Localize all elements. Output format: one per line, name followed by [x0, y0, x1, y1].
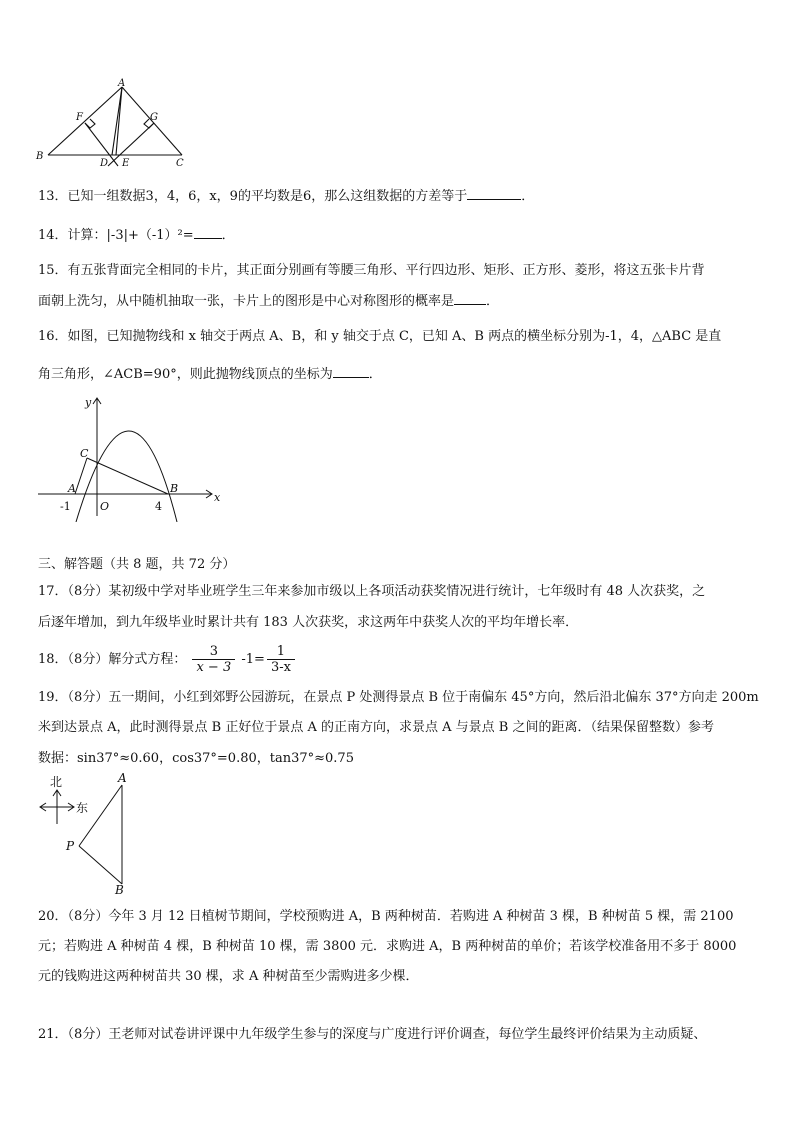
- fraction-right: $\frac{1}{3-x}$: [267, 644, 295, 675]
- label-east: 东: [76, 801, 89, 815]
- answer-blank: [333, 364, 369, 378]
- question-20-line1: 20．（8分）今年 3 月 12 日植树节期间，学校预购进 A，B 两种树苗．若购进 A 种树苗 3 棵，B 种树苗 5 棵，需 2100: [38, 909, 734, 924]
- direction-figure: [36, 772, 136, 896]
- question-16-line2: 角三角形，∠ACB=90°，则此抛物线顶点的坐标为 ．: [38, 364, 382, 384]
- triangle-figure: [30, 78, 200, 170]
- label-y: y: [85, 396, 92, 409]
- answer-blank: [454, 291, 486, 305]
- label-x: x: [214, 491, 221, 504]
- question-17-line2: 后逐年增加，到九年级毕业时累计共有 183 人次获奖，求这两年中获奖人次的平均年增长率．: [38, 615, 579, 630]
- label-A: A: [68, 482, 76, 495]
- label-north: 北: [50, 775, 63, 789]
- label-F: F: [76, 112, 83, 123]
- answer-blank: [194, 225, 222, 239]
- question-16-line1: 16．如图，已知抛物线和 x 轴交于两点 A、B，和 y 轴交于点 C，已知 A、B 两点的横坐标分别为-1，4，△ABC 是直: [38, 329, 722, 344]
- question-13: 13．已知一组数据3，4，6，x，9的平均数是6，那么这组数据的方差等于 ．: [38, 186, 534, 206]
- label-P: P: [66, 839, 75, 853]
- label-neg1: -1: [60, 500, 71, 513]
- question-19-line2: 米到达景点 A，此时测得景点 B 正好位于景点 A 的正南方向，求景点 A 与景点 B 之间的距离．（结果保留整数）参考: [38, 720, 714, 735]
- label-O: O: [100, 500, 110, 513]
- question-14: 14．计算：|-3|+（-1）²= ．: [38, 225, 235, 245]
- question-15-line2: 面朝上洗匀，从中随机抽取一张，卡片上的图形是中心对称图形的概率是 ．: [38, 291, 499, 311]
- label-B: B: [36, 151, 44, 162]
- label-A: A: [118, 78, 126, 89]
- question-17-line1: 17．（8分）某初级中学对毕业班学生三年来参加市级以上各项活动获奖情况进行统计，七年级时有 48 人次获奖，之: [38, 584, 706, 599]
- label-B: B: [115, 883, 124, 896]
- question-20-line3: 元的钱购进这两种树苗共 30 棵，求 A 种树苗至少需购进多少棵．: [38, 969, 419, 984]
- question-20-line2: 元；若购进 A 种树苗 4 棵，B 种树苗 10 棵，需 3800 元．求购进 A，B 两种树苗的单价；若该学校准备用不多于 8000: [38, 939, 737, 954]
- question-18: 18．（8分）解分式方程： $\frac{3}{x - 3}$ -1= $\frac{1}{3-x}$: [38, 641, 297, 679]
- fraction-left: $\frac{3}{x - 3}$: [192, 644, 235, 675]
- section-heading: 三、解答题（共 8 题，共 72 分）: [38, 557, 236, 572]
- label-C: C: [176, 158, 184, 169]
- question-15-line1: 15．有五张背面完全相同的卡片，其正面分别画有等腰三角形、平行四边形、矩形、正方形、菱形，将这五张卡片背: [38, 263, 705, 278]
- label-E: E: [122, 158, 130, 169]
- question-21-line1: 21．（8分）王老师对试卷讲评课中九年级学生参与的深度与广度进行评价调查，每位学生最终评价结果为主动质疑、: [38, 1027, 707, 1042]
- label-C: C: [80, 447, 89, 460]
- label-G: G: [150, 112, 158, 123]
- label-4: 4: [155, 500, 162, 513]
- label-A: A: [118, 772, 127, 785]
- label-B: B: [170, 482, 179, 495]
- question-19-line3: 数据：sin37°≈0.60，cos37°=0.80，tan37°≈0.75: [38, 751, 354, 766]
- label-D: D: [100, 158, 109, 169]
- question-19-line1: 19．（8分）五一期间，小红到郊野公园游玩，在景点 P 处测得景点 B 位于南偏东 45°方向，然后沿北偏东 37°方向走 200m: [38, 690, 759, 705]
- answer-blank: [467, 186, 521, 200]
- parabola-figure: [34, 394, 224, 522]
